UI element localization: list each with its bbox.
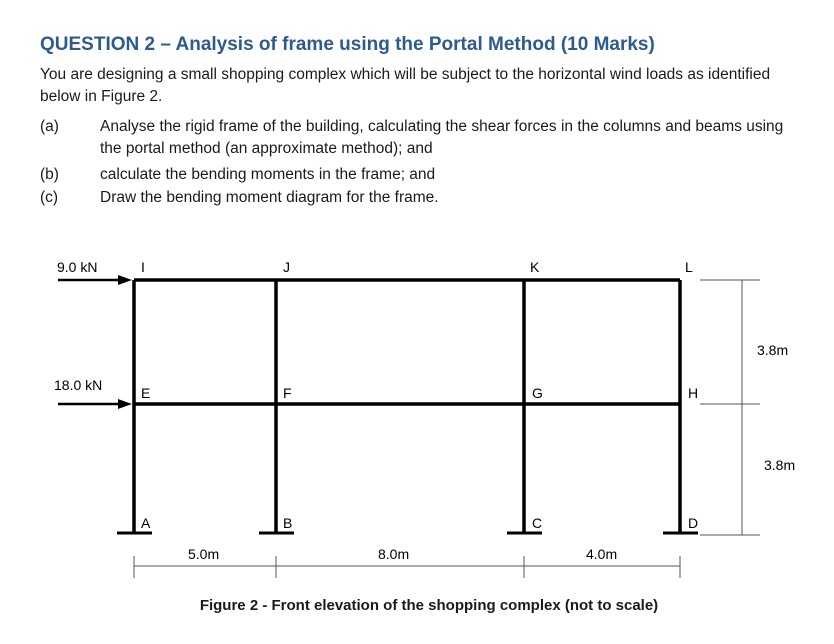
node-label-j: J	[283, 259, 290, 275]
node-label-i: I	[141, 259, 145, 275]
node-label-h: H	[688, 385, 699, 401]
middle-load-label: 18.0 kN	[54, 377, 103, 393]
figure-caption: Figure 2 - Front elevation of the shopping complex (not to scale)	[199, 597, 659, 614]
question-intro: You are designing a small shopping complex which will be subject to the horizontal wind loads as identified below in Figure 2.	[40, 66, 771, 105]
storey-height-upper: 3.8m	[757, 342, 789, 358]
node-label-l: L	[685, 259, 693, 275]
node-label-f: F	[283, 385, 292, 401]
node-label-d: D	[688, 515, 699, 531]
top-load-label: 9.0 kN	[57, 259, 98, 275]
part-text: Analyse the rigid frame of the building, calculating the shear forces in the columns and beams using the portal method (an approximate method); and	[100, 118, 784, 157]
span-label-cd: 4.0m	[586, 546, 618, 562]
node-label-c: C	[532, 515, 543, 531]
span-label-bc: 8.0m	[378, 546, 410, 562]
node-label-e: E	[141, 385, 151, 401]
part-label: (c)	[40, 189, 59, 206]
part-label: (b)	[40, 166, 59, 183]
part-text: Draw the bending moment diagram for the frame.	[100, 189, 439, 206]
node-label-b: B	[283, 515, 293, 531]
span-label-ab: 5.0m	[188, 546, 220, 562]
node-label-k: K	[530, 259, 540, 275]
node-label-a: A	[141, 515, 151, 531]
middle-load-arrowhead	[118, 399, 132, 409]
top-load-arrowhead	[118, 275, 132, 285]
node-label-g: G	[532, 385, 543, 401]
storey-height-lower: 3.8m	[764, 457, 796, 473]
part-label: (a)	[40, 118, 59, 135]
figure-caption-wrap	[0, 597, 834, 615]
part-text: calculate the bending moments in the frame; and	[100, 166, 436, 183]
question-title: QUESTION 2 – Analysis of frame using the Portal Method (10 Marks)	[40, 34, 655, 55]
